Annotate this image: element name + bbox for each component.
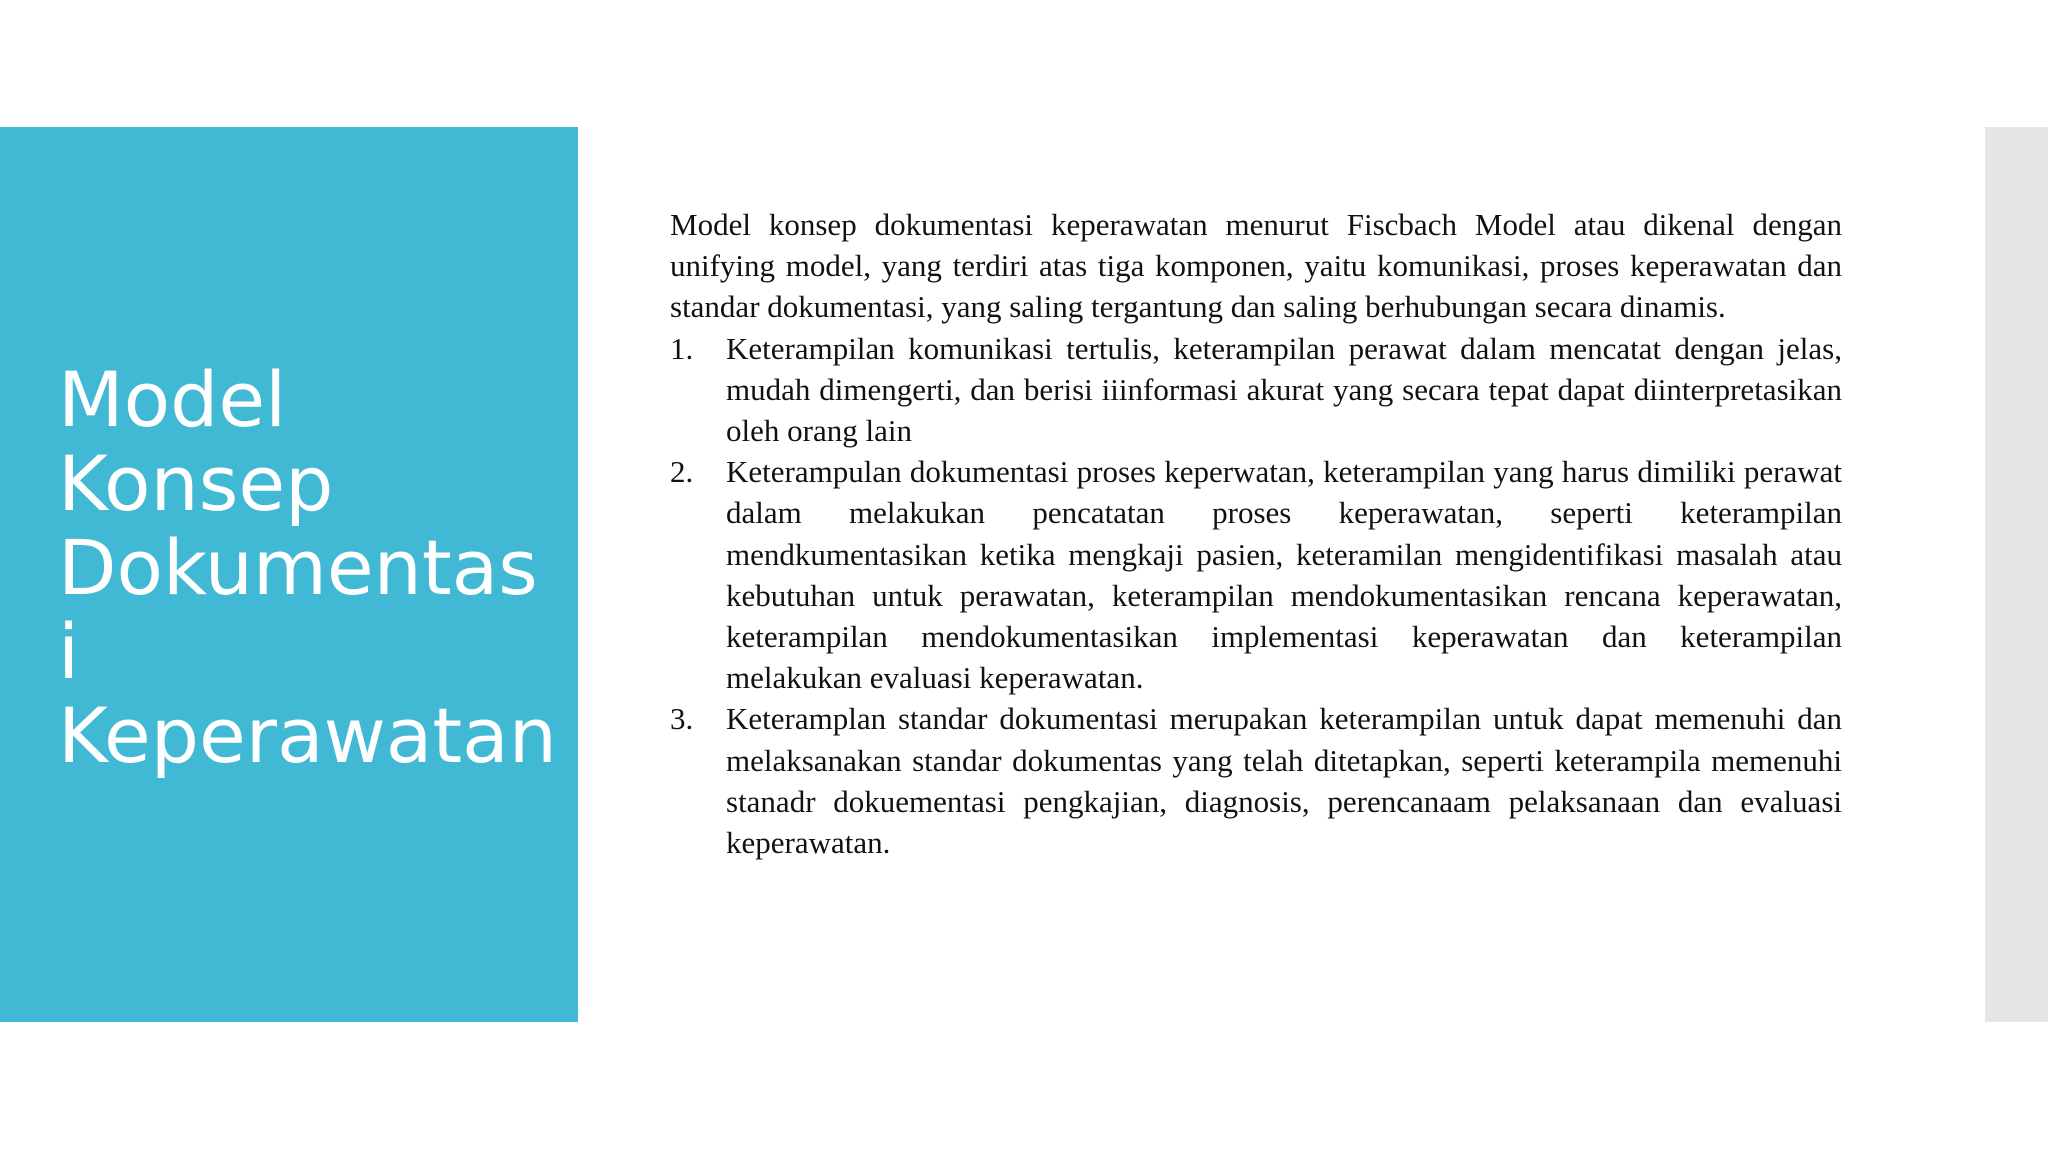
slide-title	[58, 355, 558, 780]
list-item-text: Keteramplan standar dokumentasi merupakan keterampilan untuk dapat memenuhi dan melaksanakan standar dokumentas yang telah ditetapkan, seperti keterampila memenuhi stanadr dokuementasi pengkajian, diagnosis, perencanaam pelaksanaan dan evaluasi keperawatan.	[726, 701, 1842, 861]
list-item-number: 3.	[670, 701, 694, 737]
list-item	[670, 451, 1842, 698]
slide-title-line: Keperawatan	[58, 691, 557, 780]
slide-title-line: i	[58, 607, 80, 696]
list-item	[670, 328, 1842, 452]
list-item-text: Keterampulan dokumentasi proses keperwatan, keterampilan yang harus dimiliki perawat dalam melakukan pencatatan proses keperawatan, seperti keterampilan mendkumentasikan ketika mengkaji pasien, keteramilan mengidentifikasi masalah atau kebutuhan untuk perawatan, keterampilan mendokumentasikan rencana keperawatan, keterampilan mendokumentasikan implementasi keperawatan dan keterampilan melakukan evaluasi keperawatan.	[726, 454, 1842, 696]
list-item-number: 1.	[670, 330, 694, 366]
right-decorative-strip	[1985, 127, 2048, 1022]
slide-title-line: Konsep	[58, 439, 334, 528]
list-item-number: 2.	[670, 454, 694, 490]
numbered-list	[670, 328, 1842, 864]
list-item-text: Keterampilan komunikasi tertulis, keterampilan perawat dalam mencatat dengan jelas, mudah dimengerti, dan berisi iiinformasi akurat yang secara tepat dapat diinterpretasikan oleh orang lain	[726, 330, 1842, 449]
list-item	[670, 698, 1842, 863]
slide-title-line: Model	[58, 355, 287, 444]
intro-paragraph: Model konsep dokumentasi keperawatan menurut Fiscbach Model atau dikenal dengan unifying model, yang terdiri atas tiga komponen, yaitu komunikasi, proses keperawatan dan standar dokumentasi, yang saling tergantung dan saling berhubungan secara dinamis.	[670, 207, 1842, 325]
slide-content	[670, 204, 1842, 863]
slide-title-line: Dokumentas	[58, 523, 538, 612]
